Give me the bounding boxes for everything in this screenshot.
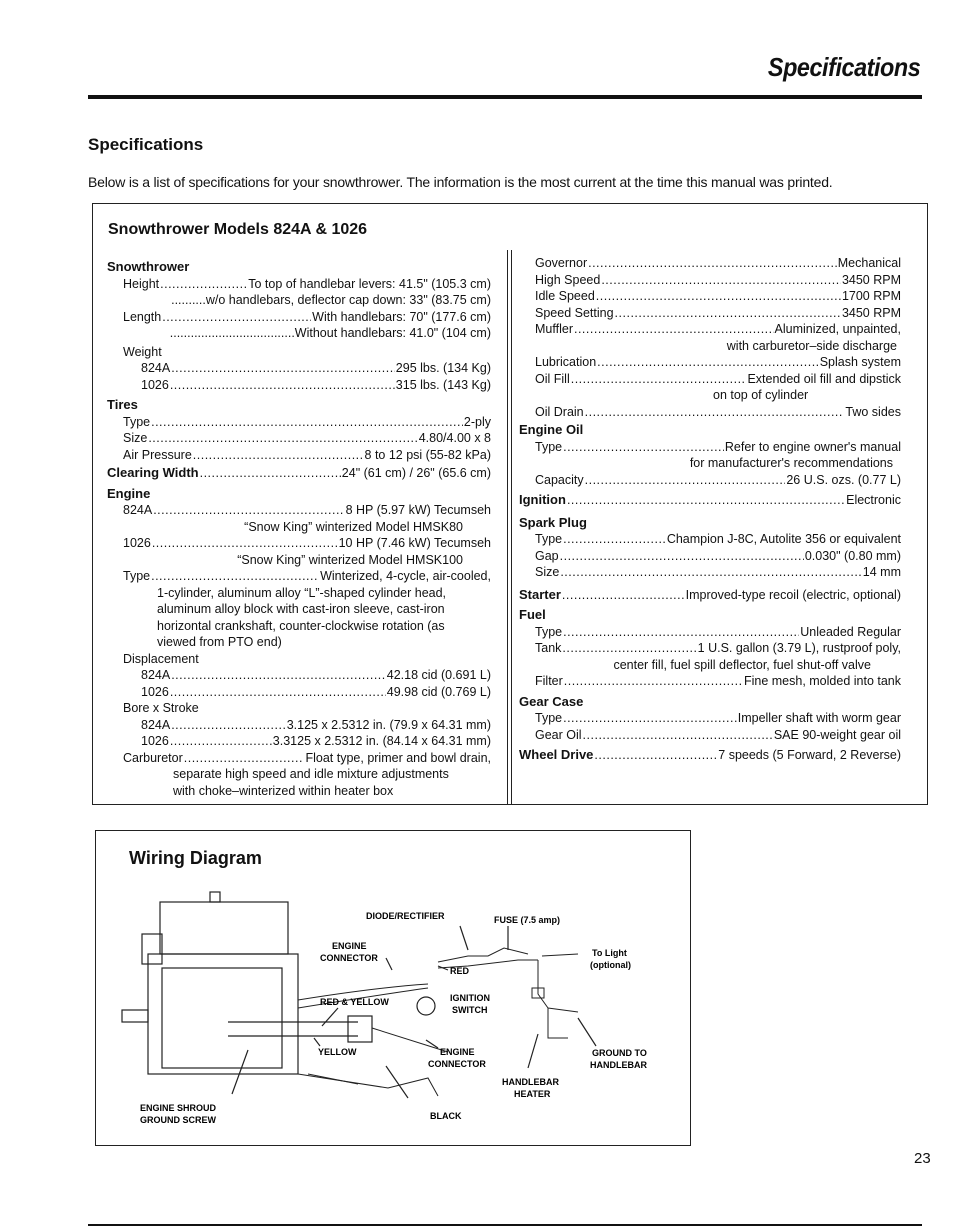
spec-spark-size: Size ..... 14 mm xyxy=(519,564,901,581)
spec-engine-type-line2: aluminum alloy block with cast-iron sleeve, cast-iron xyxy=(157,602,445,616)
heading-engine-oil: Engine Oil xyxy=(519,422,584,437)
label-shroud-2: GROUND SCREW xyxy=(140,1115,216,1125)
spec-fuel-filter: Filter ..... Fine mesh, molded into tank xyxy=(519,673,901,690)
section-heading: Specifications xyxy=(88,135,204,154)
footer-rule xyxy=(88,1224,922,1226)
label-heater-1: HANDLEBAR xyxy=(502,1077,559,1087)
spec-ignition: Ignition ..... Electronic xyxy=(519,492,901,509)
spec-bore-824a: 824A ..... 3.125 x 2.5312 in. (79.9 x 64.31 mm) xyxy=(107,717,491,734)
spec-oil-fill-cont: on top of cylinder xyxy=(713,388,809,402)
label-heater-2: HEATER xyxy=(514,1089,551,1099)
page-number: 23 xyxy=(914,1150,931,1167)
wiring-diagram xyxy=(108,888,668,1133)
spec-wheel-drive: Wheel Drive ..... 7 speeds (5 Forward, 2 Reverse) xyxy=(519,747,901,764)
spec-engine-type-line4: viewed from PTO end) xyxy=(157,635,282,649)
spec-lubrication: Lubrication ..... Splash system xyxy=(519,354,901,371)
spec-length: Length ..... With handlebars: 70" (177.6 cm) xyxy=(107,309,491,326)
label-to-light-2: (optional) xyxy=(590,960,631,970)
label-diode: DIODE/RECTIFIER xyxy=(366,911,445,921)
spec-tire-size: Size ..... 4.80/4.00 x 8 xyxy=(107,430,491,447)
page-header-title: Specifications xyxy=(767,52,920,82)
spec-weight-label: Weight xyxy=(123,344,162,359)
label-engine-connector-top-1: ENGINE xyxy=(332,941,367,951)
heading-engine: Engine xyxy=(107,485,151,501)
heading-gear-case: Gear Case xyxy=(519,693,584,709)
spec-oil-drain: Oil Drain ..... Two sides xyxy=(519,404,901,421)
spec-length-wo: ....................................Without handlebars: 41.0" (104 cm) xyxy=(169,326,491,340)
spec-muffler: Muffler ..... Aluminized, unpainted, xyxy=(519,321,901,338)
spec-starter: Starter ..... Improved-type recoil (electric, optional) xyxy=(519,587,901,604)
label-red-yellow: RED & YELLOW xyxy=(320,997,389,1007)
header-rule xyxy=(88,95,922,99)
spec-oil-fill: Oil Fill ..... Extended oil fill and dipstick xyxy=(519,371,901,388)
spec-gear-type: Type ..... Impeller shaft with worm gear xyxy=(519,710,901,727)
spec-bore-label: Bore x Stroke xyxy=(123,701,199,715)
spec-spark-gap: Gap ..... 0.030" (0.80 mm) xyxy=(519,548,901,565)
spec-carburetor-line1: separate high speed and idle mixture adjustments xyxy=(173,767,449,781)
specs-right-column xyxy=(519,255,901,764)
label-ignition-2: SWITCH xyxy=(452,1005,488,1015)
spec-engine-1026: 1026 ..... 10 HP (7.46 kW) Tecumseh xyxy=(107,535,491,552)
spec-weight-1026: 1026 ..... 315 lbs. (143 Kg) xyxy=(107,377,491,394)
spec-disp-824a: 824A ..... 42.18 cid (0.691 L) xyxy=(107,667,491,684)
label-engine-connector-bot-2: CONNECTOR xyxy=(428,1059,486,1069)
spec-air-pressure: Air Pressure ..... 8 to 12 psi (55-82 kPa) xyxy=(107,447,491,464)
label-shroud-1: ENGINE SHROUD xyxy=(140,1103,217,1113)
spec-speed-setting: Speed Setting ..... 3450 RPM xyxy=(519,305,901,322)
ignition-switch-icon xyxy=(417,997,435,1015)
intro-text: Below is a list of specifications for your snowthrower. The information is the most current at the time this manual was printed. xyxy=(88,174,833,190)
label-fuse: FUSE (7.5 amp) xyxy=(494,915,561,925)
spec-disp-1026: 1026 ..... 49.98 cid (0.769 L) xyxy=(107,684,491,701)
spec-clearing-width: Clearing Width ..... 24" (61 cm) / 26" (65.6 cm) xyxy=(107,465,491,482)
specifications-box-title: Snowthrower Models 824A & 1026 xyxy=(108,221,368,238)
heading-fuel: Fuel xyxy=(519,607,546,622)
spec-fuel-type: Type ..... Unleaded Regular xyxy=(519,624,901,641)
spec-bore-1026: 1026 ..... 3.3125 x 2.5312 in. (84.14 x 64.31 mm) xyxy=(107,733,491,750)
spec-engine-oil-type: Type ..... Refer to engine owner's manual xyxy=(519,439,901,456)
spec-idle-speed: Idle Speed ..... 1700 RPM xyxy=(519,288,901,305)
spec-engine-824a: 824A ..... 8 HP (5.97 kW) Tecumseh xyxy=(107,502,491,519)
heading-tires: Tires xyxy=(107,397,138,412)
spec-carburetor: Carburetor ..... Float type, primer and bowl drain, xyxy=(107,750,491,767)
label-black: BLACK xyxy=(430,1111,462,1121)
spec-capacity: Capacity ..... 26 U.S. ozs. (0.77 L) xyxy=(519,472,901,489)
label-to-light-1: To Light xyxy=(592,948,627,958)
spec-engine-1026-model: “Snow King” winterized Model HMSK100 xyxy=(237,552,463,567)
spec-gear-oil: Gear Oil ..... SAE 90-weight gear oil xyxy=(519,727,901,744)
spec-fuel-tank-cont: center fill, fuel spill deflector, fuel shut-off valve xyxy=(613,657,871,672)
specs-left-column xyxy=(107,259,491,799)
spec-fuel-tank: Tank ..... 1 U.S. gallon (3.79 L), rustproof poly, xyxy=(519,640,901,657)
spec-engine-type-line3: horizontal crankshaft, counter-clockwise rotation (as xyxy=(157,618,445,633)
wiring-diagram-title: Wiring Diagram xyxy=(129,848,262,868)
spec-weight-824a: 824A ..... 295 lbs. (134 Kg) xyxy=(107,360,491,377)
label-engine-connector-bot-1: ENGINE xyxy=(440,1047,475,1057)
label-engine-connector-top-2: CONNECTOR xyxy=(320,953,378,963)
spec-governor: Governor ..... Mechanical xyxy=(519,255,901,272)
label-ground-2: HANDLEBAR xyxy=(590,1060,647,1070)
label-yellow: YELLOW xyxy=(318,1047,357,1057)
heading-spark-plug: Spark Plug xyxy=(519,514,587,530)
spec-engine-type: Type ..... Winterized, 4-cycle, air-cooled, xyxy=(107,568,491,585)
label-ignition-1: IGNITION xyxy=(450,993,490,1003)
spec-height: Height ..... To top of handlebar levers: 41.5" (105.3 cm) xyxy=(107,276,491,293)
column-divider xyxy=(507,250,512,804)
spec-engine-type-line1: 1-cylinder, aluminum alloy “L”-shaped cylinder head, xyxy=(157,585,447,600)
spec-tire-type: Type ..... 2-ply xyxy=(107,414,491,431)
spec-displacement-label: Displacement xyxy=(123,651,199,666)
spec-height-wo: ..........w/o handlebars, deflector cap down: 33" (83.75 cm) xyxy=(171,293,491,307)
label-red: RED xyxy=(450,966,470,976)
leader-lines xyxy=(232,926,596,1098)
spec-spark-type: Type ..... Champion J-8C, Autolite 356 or equivalent xyxy=(519,531,901,548)
spec-engine-824a-model: “Snow King” winterized Model HMSK80 xyxy=(244,519,463,534)
label-ground-1: GROUND TO xyxy=(592,1048,647,1058)
spec-carburetor-line2: with choke–winterized within heater box xyxy=(173,783,394,798)
spec-muffler-cont: with carburetor–side discharge xyxy=(726,338,897,353)
spec-high-speed: High Speed ..... 3450 RPM xyxy=(519,272,901,289)
spec-engine-oil-type-cont: for manufacturer's recommendations xyxy=(689,456,893,470)
heading-snowthrower: Snowthrower xyxy=(107,259,190,274)
